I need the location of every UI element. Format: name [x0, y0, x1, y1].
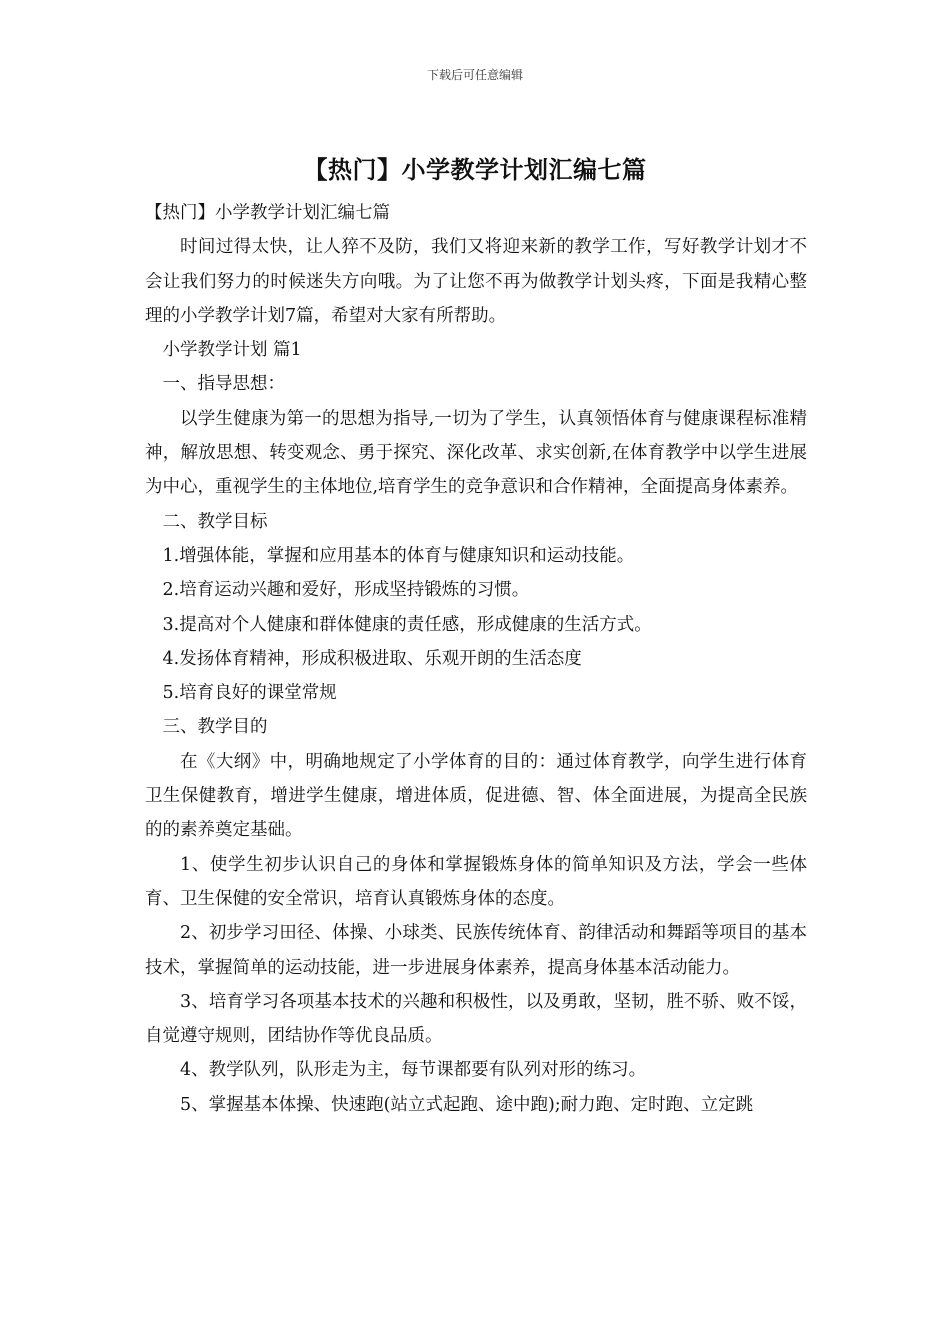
paragraph-teaching-purpose: 在《大纲》中，明确地规定了小学体育的目的：通过体育教学，向学生进行体育卫生保健教育，增进学生健康，增进体质，促进德、智、体全面进展，为提高全民族的的素养奠定基础。 [145, 751, 807, 841]
purpose-item: 3、培育学习各项基本技术的兴趣和积极性，以及勇敢，坚韧，胜不骄、败不馁，自觉遵守规则，团结协作等优良品质。 [145, 991, 807, 1047]
goal-item: 3.提高对个人健康和群体健康的责任感，形成健康的生活方式。 [162, 614, 652, 635]
intro-paragraph: 时间过得太快，让人猝不及防，我们又将迎来新的教学工作，写好教学计划才不会让我们努力的时候迷失方向哦。为了让您不再为做教学计划头疼，下面是我精心整理的小学教学计划7篇，希望对大家有所帮助。 [145, 237, 807, 326]
purpose-item: 1、使学生初步认识自己的身体和掌握锻炼身体的简单知识及方法，学会一些体育、卫生保健的安全常识，培育认真锻炼身体的态度。 [145, 854, 807, 909]
section-title: 小学教学计划 篇1 [162, 340, 302, 361]
document-body [145, 196, 807, 1122]
purpose-item: 4、教学队列，队形走为主，每节课都要有队列对形的练习。 [180, 1060, 647, 1081]
heading-guiding-ideology: 一、指导思想： [162, 374, 285, 395]
page-header-watermark: 下载后可任意编辑 [426, 68, 523, 82]
goal-item: 5.培育良好的课堂常规 [162, 683, 337, 704]
document-title: 【热门】小学教学计划汇编七篇 [303, 155, 647, 184]
heading-teaching-purpose: 三、教学目的 [162, 717, 268, 738]
purpose-item: 2、初步学习田径、体操、小球类、民族传统体育、韵律活动和舞蹈等项目的基本技术，掌握简单的运动技能，进一步进展身体素养，提高身体基本活动能力。 [145, 923, 807, 978]
purpose-item: 5、掌握基本体操、快速跑(站立式起跑、途中跑);耐力跑、定时跑、立定跳 [180, 1094, 754, 1115]
goal-item: 2.培育运动兴趣和爱好，形成坚持锻炼的习惯。 [162, 580, 530, 601]
goal-item: 4.发扬体育精神，形成积极进取、乐观开朗的生活态度 [162, 648, 582, 669]
document-subtitle: 【热门】小学教学计划汇编七篇 [145, 203, 390, 223]
paragraph-guiding-ideology: 以学生健康为第一的思想为指导,一切为了学生，认真领悟体育与健康课程标准精神，解放思想、转变观念、勇于探究、深化改革、求实创新,在体育教学中以学生进展为中心，重视学生的主体地位,培育学生的竞争意识和合作精神，全面提高身体素养。 [145, 408, 807, 498]
heading-teaching-goals: 二、教学目标 [162, 511, 268, 532]
goal-item: 1.增强体能，掌握和应用基本的体育与健康知识和运动技能。 [162, 545, 635, 566]
